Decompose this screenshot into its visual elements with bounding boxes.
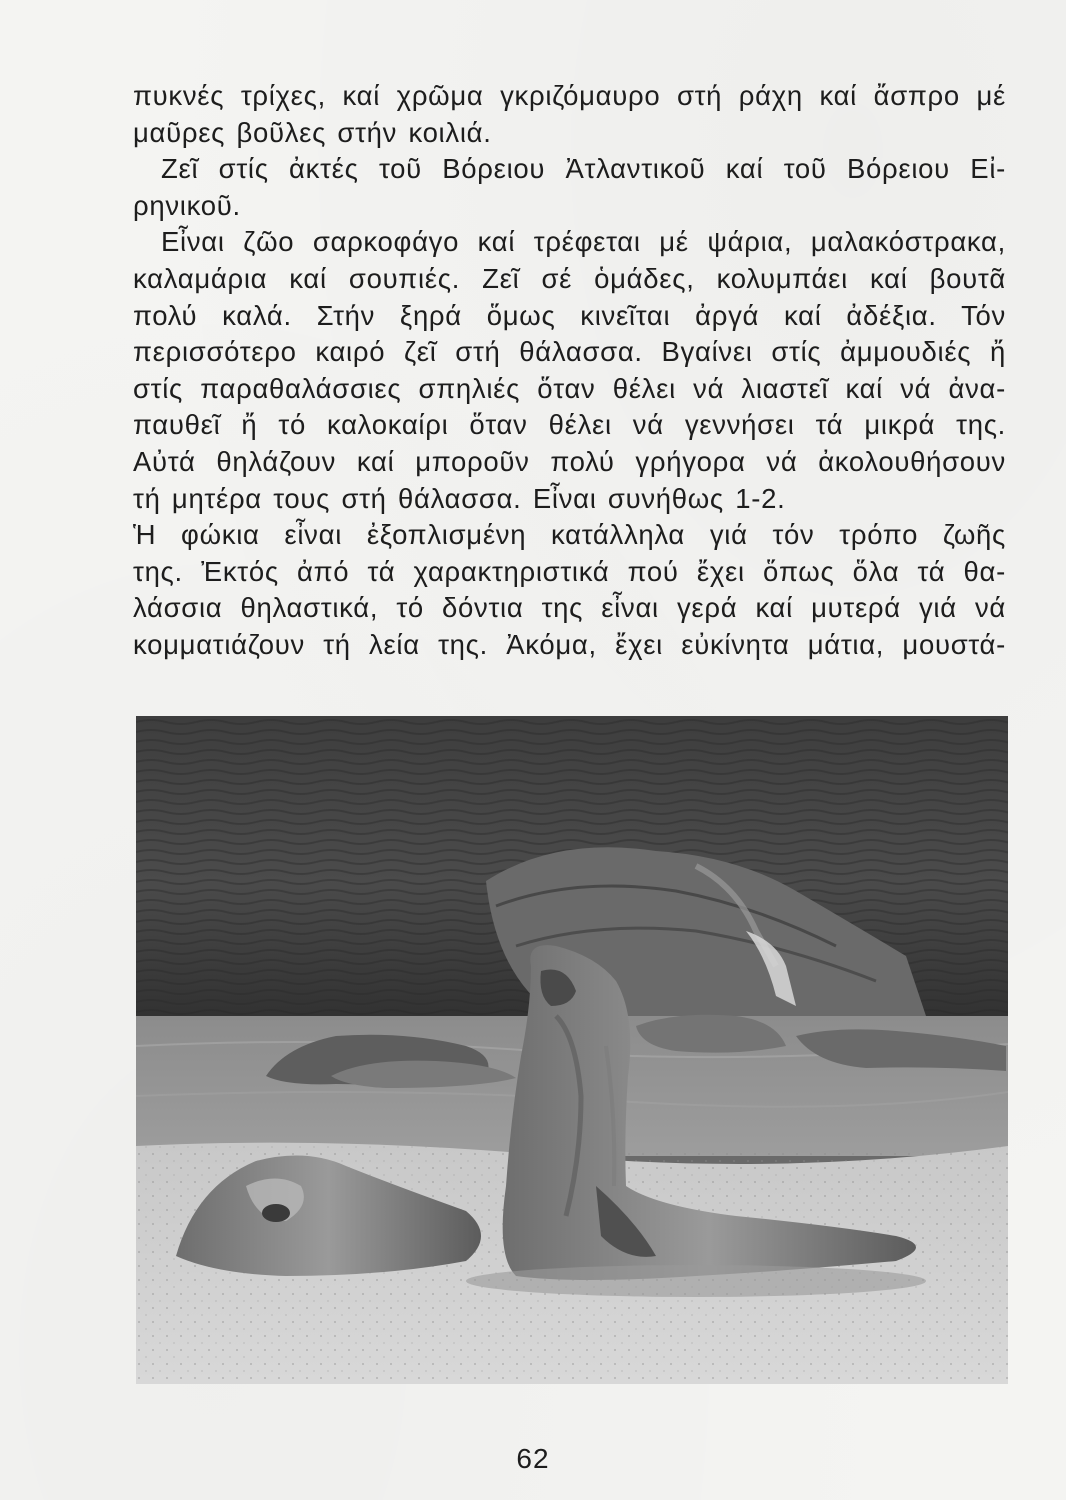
- text-line: λάσσια θηλαστικά, τό δόντια της εἶναι γερά καί μυτερά γιά νά: [133, 592, 1006, 624]
- text-line: μαῦρες βοῦλες στήν κοιλιά.: [133, 116, 492, 148]
- body-text: [133, 78, 1006, 664]
- text-line: Ζεῖ στίς ἀκτές τοῦ Βόρειου Ἀτλαντικοῦ καί τοῦ Βόρειου Εἰ-: [161, 153, 1006, 185]
- text-line: στίς παραθαλάσσιες σπηλιές ὅταν θέλει νά λιαστεῖ καί νά ἀνα-: [133, 372, 1006, 404]
- text-line: της. Ἐκτός ἀπό τά χαρακτηριστικά πού ἔχει ὅπως ὅλα τά θα-: [133, 555, 1006, 587]
- seal-photo-illustration: [136, 716, 1008, 1384]
- text-line: καλαμάρια καί σουπιές. Ζεῖ σέ ὁμάδες, κολυμπάει καί βουτᾶ: [133, 262, 1006, 294]
- text-line: Αὐτά θηλάζουν καί μποροῦν πολύ γρήγορα νά ἀκολουθήσουν: [133, 445, 1006, 477]
- text-line: περισσότερο καιρό ζεῖ στή θάλασσα. Βγαίνει στίς ἀμμουδιές ἤ: [133, 336, 1006, 368]
- text-line: Εἶναι ζῶο σαρκοφάγο καί τρέφεται μέ ψάρια, μαλακόστρακα,: [161, 226, 1006, 258]
- text-line: παυθεῖ ἤ τό καλοκαίρι ὅταν θέλει νά γεννήσει τά μικρά της.: [133, 409, 1006, 441]
- text-line: Ἡ φώκια εἶναι ἐξοπλισμένη κατάλληλα γιά τόν τρόπο ζωῆς: [133, 519, 1006, 551]
- text-line: πολύ καλά. Στήν ξηρά ὅμως κινεῖται ἀργά καί ἀδέξια. Τόν: [133, 299, 1006, 331]
- text-line: τή μητέρα τους στή θάλασσα. Εἶναι συνήθως 1-2.: [133, 482, 786, 514]
- page-number: 62: [516, 1443, 550, 1474]
- seal-photograph: [136, 716, 1008, 1384]
- text-line: κομματιάζουν τή λεία της. Ἀκόμα, ἔχει εὐκίνητα μάτια, μουστά-: [133, 628, 1006, 660]
- text-line: πυκνές τρίχες, καί χρῶμα γκριζόμαυρο στή ράχη καί ἄσπρο μέ: [133, 80, 1006, 111]
- text-line: ρηνικοῦ.: [133, 189, 241, 221]
